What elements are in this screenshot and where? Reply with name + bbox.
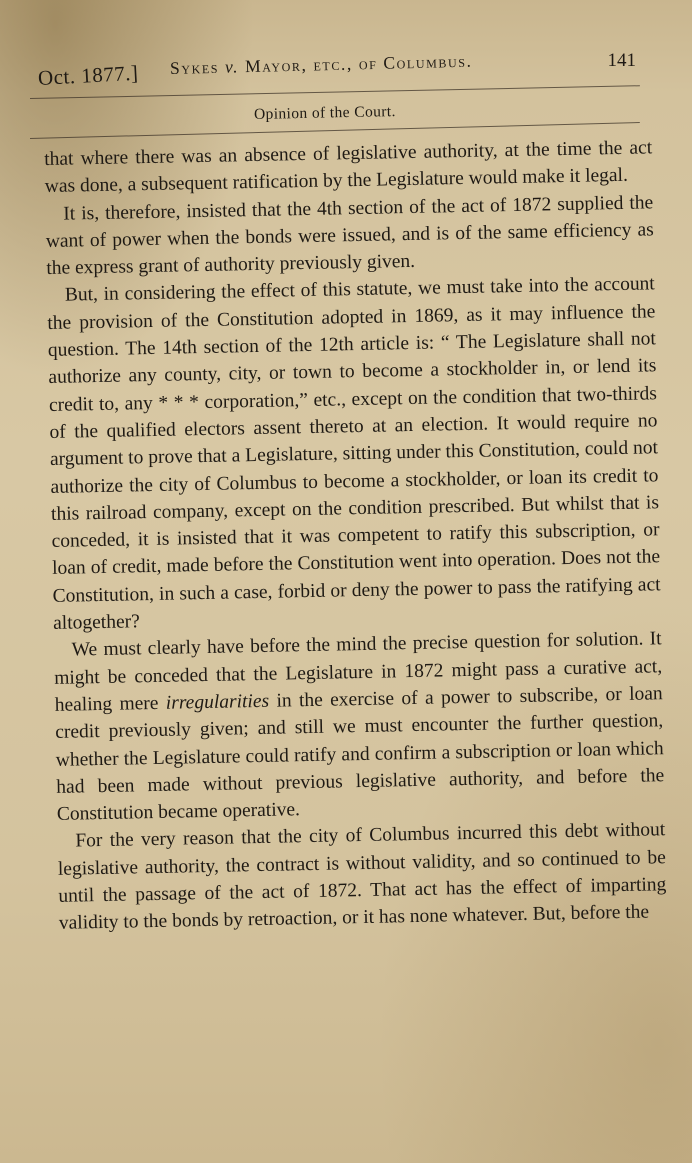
running-head [38, 48, 636, 88]
paragraph-2: It is, therefore, insisted that the 4th section of the act of 1872 supplied the want of power when the bonds were issued, and is of the same efficiency as the express grant of authority previously given. [45, 191, 654, 280]
header-date: Oct. 1877.] [37, 60, 140, 90]
paragraph-1: that where there was an absence of legislative authority, at the time the act was done, a subsequent ratification by the Legislature would make it legal. [44, 137, 653, 198]
section-title: Opinion of the Court. [253, 103, 397, 123]
header-case-name [170, 51, 473, 79]
case-name-part1: Sykes [169, 56, 220, 78]
paragraph-3: But, in considering the effect of this statute, we must take into the account the provision of the Constitution adopted in 1869, as it may influence the question. The 14th section of the 12th article is: “ The Legislature shall not authorize any county, city, or town to become a stockholder in, or lend its credit to, any * * * corporation,” etc., except on the condition that two-thirds of the qualified electors assent thereto at an election. It would require no argument to prove that a Legislature, sitting under this Constitution, could not authorize the city of Columbus to become a stockholder, or loan its credit to this railroad company, except on the condition prescribed. But whilst that is conceded, it is insisted that it was competent to ratify this subscription, or loan of credit, made before the Constitution went into operation. Does not the Constitution, in such a case, forbid or deny the power to pass the ratifying act altogether? [47, 273, 661, 634]
paragraph-4 [53, 626, 665, 829]
case-name-part2: Mayor, etc., of Columbus. [244, 50, 473, 77]
page-number: 141 [607, 50, 636, 71]
paragraph-5: For the very reason that the city of Columbus incurred this debt without legislative authority, the contract is without validity, and so continued to be until the passage of the act of 1872. That act has the effect of imparting validity to the bonds by retroaction, or it has none whatever. But, before the [57, 819, 667, 935]
paragraph-4-italic: irregularities [165, 690, 270, 714]
body-text [44, 134, 667, 937]
case-name-v: v. [224, 56, 240, 77]
paragraph-4-start: We must clearly have before the mind the precise question for solution. It might be conceded that the Legislature in 1872 might pass a curative act, healing mere [54, 628, 663, 716]
paragraph-4-end: in the exercise of a power to subscribe, or loan credit previously given; and still we must encounter the further question, whether the Legislature could ratify and confirm a subscription or loan which had been made without previous legislative authority, and before the Constitution became operative. [55, 683, 665, 825]
